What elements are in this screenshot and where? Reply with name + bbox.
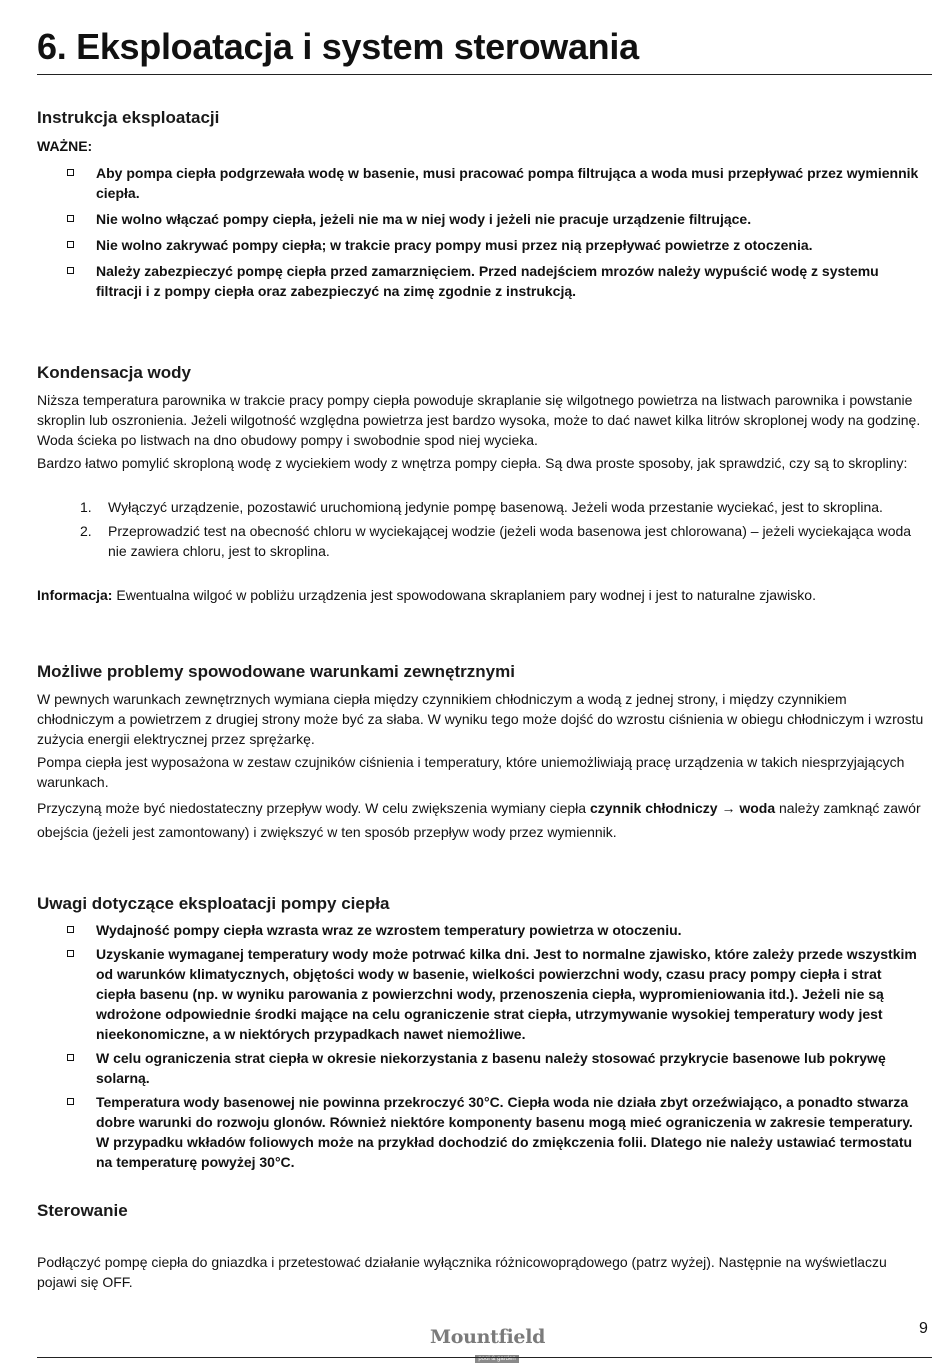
paragraph: Bardzo łatwo pomylić skroploną wodę z wyciekiem wody z wnętrza pompy ciepła. Są dwa proste sposoby, jak sprawdzić, czy są to skropliny: bbox=[37, 455, 908, 471]
important-label: WAŻNE: bbox=[37, 138, 93, 154]
page-title: 6. Eksploatacja i system sterowania bbox=[37, 26, 932, 75]
section-heading-kondensacja: Kondensacja wody bbox=[37, 363, 191, 382]
info-paragraph: Informacja: Ewentualna wilgoć w pobliżu urządzenia jest spowodowana skraplaniem pary wodnej i jest to naturalne zjawisko. bbox=[37, 587, 816, 603]
list-item: Nie wolno włączać pompy ciepła, jeżeli nie ma w niej wody i jeżeli nie pracuje urządzenie filtrujące. bbox=[64, 209, 924, 229]
checkbox-bullet-icon bbox=[67, 926, 74, 933]
checkbox-bullet-icon bbox=[67, 169, 74, 176]
list-item: Aby pompa ciepła podgrzewała wodę w basenie, musi pracować pompa filtrująca a woda musi przepływać przez wymiennik ciepła. bbox=[64, 163, 924, 203]
checkbox-bullet-icon bbox=[67, 1054, 74, 1061]
paragraph: Pompa ciepła jest wyposażona w zestaw czujników ciśnienia i temperatury, które uniemożliwiają pracę urządzenia w takich niesprzyjających warunkach. bbox=[37, 754, 905, 790]
list-item: Należy zabezpieczyć pompę ciepła przed zamarznięciem. Przed nadejściem mrozów należy wypuścić wodę z systemu filtracji i z pompy ciepła oraz zabezpieczyć na zimę zgodnie z instrukcją. bbox=[64, 261, 924, 301]
page-number: 9 bbox=[919, 1320, 928, 1337]
logo-wordmark: Mountfield bbox=[430, 1326, 546, 1348]
paragraph: Niższa temperatura parownika w trakcie pracy pompy ciepła powoduje skraplanie się wilgotnego powietrza na listwach parownika i powstanie skroplin lub oszronienia. Jeżeli wilgotność względna powietrza jest bardzo wysoka, może to dać nawet kilka litrów skroplonej wody na godzinę. Woda ścieka po listwach na dno obudowy pompy i swobodnie spod niej wycieka. bbox=[37, 392, 921, 448]
list-item: 1. Wyłączyć urządzenie, pozostawić uruchomioną jedynie pompę basenową. Jeżeli woda przestanie wyciekać, jest to skroplina. bbox=[80, 499, 883, 515]
list-item: Temperatura wody basenowej nie powinna przekroczyć 30°C. Ciepła woda nie działa zbyt orzeźwiająco, a ponadto stwarza dobre warunki do rozwoju glonów. Również niektóre komponenty basenu mogą mieć ograniczenia w zakresie temperatury. W przypadku wkładów foliowych może na przykład dochodzić do zmiękczenia folii. Dlatego nie należy ustawiać termostatu na temperaturę powyżej 30°C. bbox=[64, 1092, 924, 1172]
logo-tagline: pool & garden bbox=[475, 1355, 518, 1363]
important-list bbox=[64, 163, 924, 307]
checkbox-bullet-icon bbox=[67, 241, 74, 248]
paragraph: Podłączyć pompę ciepła do gniazdka i przetestować działanie wyłącznika różnicowoprądowego (patrz wyżej). Następnie na wyświetlaczu pojawi się OFF. bbox=[37, 1254, 887, 1290]
checkbox-bullet-icon bbox=[67, 1098, 74, 1105]
list-item: Nie wolno zakrywać pompy ciepła; w trakcie pracy pompy musi przez nią przepływać powietrze z otoczenia. bbox=[64, 235, 924, 255]
checkbox-bullet-icon bbox=[67, 267, 74, 274]
list-item: Wydajność pompy ciepła wzrasta wraz ze wzrostem temperatury powietrza w otoczeniu. bbox=[64, 920, 924, 940]
notes-list bbox=[64, 920, 924, 1176]
checkbox-bullet-icon bbox=[67, 950, 74, 957]
paragraph: W pewnych warunkach zewnętrznych wymiana ciepła między czynnikiem chłodniczym a wodą z jednej strony, i między czynnikiem chłodniczym a powietrzem z drugiej strony może być za słaba. W wyniku tego może dojść do wzrostu ciśnienia w obiegu chłodniczym i wzrostu zużycia energii elektrycznej przez sprężarkę. bbox=[37, 691, 924, 747]
list-item: Uzyskanie wymaganej temperatury wody może potrwać kilka dni. Jest to normalne zjawisko, które zależy przede wszystkim od warunków klimatycznych, objętości wody w basenie, wielkości powierzchni wody, czasu pracy pompy ciepła i strat ciepła basenu (np. w wyniku parowania z powierzchni wody, przenoszenia ciepła, wypromieniowania itd.). Jeżeli nie są wdrożone odpowiednie środki mające na celu ograniczenie strat ciepła, utrzymywanie wysokiej temperatury wody jest nieekonomiczne, a w niektórych przypadkach nawet niemożliwe. bbox=[64, 944, 924, 1044]
section-heading-sterowanie: Sterowanie bbox=[37, 1201, 128, 1220]
list-item: W celu ograniczenia strat ciepła w okresie niekorzystania z basenu należy stosować przykrycie basenowe lub pokrywę solarną. bbox=[64, 1048, 924, 1088]
paragraph: Przyczyną może być niedostateczny przepływ wody. W celu zwiększenia wymiany ciepła czynnik chłodniczy → woda należy zamknąć zawór obejścia (jeżeli jest zamontowany) i zwiększyć w ten sposób przepływ wody przez wymiennik. bbox=[37, 800, 921, 840]
checkbox-bullet-icon bbox=[67, 215, 74, 222]
list-item: 2. Przeprowadzić test na obecność chloru w wyciekającej wodzie (jeżeli woda basenowa jest chlorowana) – jeżeli wyciekająca woda nie zawiera chloru, jest to skroplina. bbox=[80, 523, 912, 559]
arrow-right-icon: → bbox=[721, 800, 736, 816]
numbered-list bbox=[80, 497, 930, 565]
section-heading-problemy: Możliwe problemy spowodowane warunkami zewnętrznymi bbox=[37, 662, 515, 681]
info-label: Informacja: bbox=[37, 587, 113, 603]
footer-divider bbox=[37, 1357, 932, 1358]
section-heading-instrukcja: Instrukcja eksploatacji bbox=[37, 108, 220, 127]
section-heading-uwagi: Uwagi dotyczące eksploatacji pompy ciepła bbox=[37, 894, 390, 913]
brand-logo bbox=[430, 1326, 546, 1365]
